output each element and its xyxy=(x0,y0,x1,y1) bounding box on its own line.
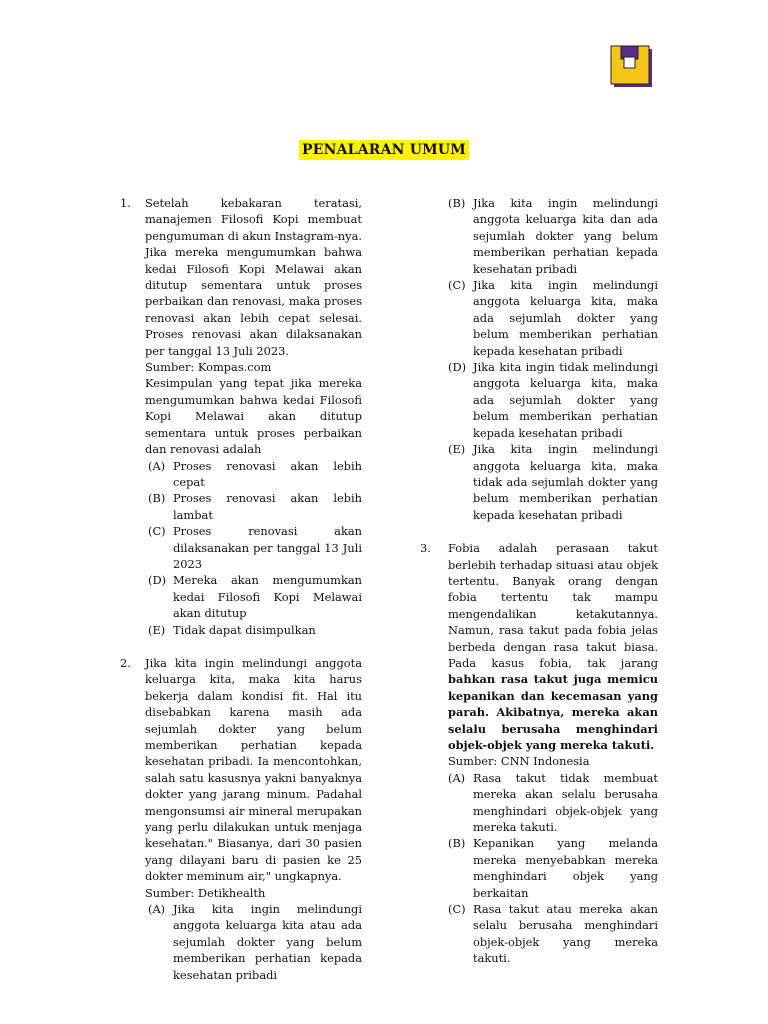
answer-option-d[interactable] xyxy=(145,572,362,621)
question-paragraph: Setelah kebakaran teratasi, manajemen Filosofi Kopi membuat pengumuman di akun Instagram-nya. Jika mereka mengumumkan bahwa kedai Filosofi Kopi Melawai akan ditutup sementara untuk proses perbaikan dan renovasi, maka proses renovasi akan lebih cepat selesai. Proses renovasi akan dilaksanakan per tanggal 13 Juli 2023. xyxy=(145,196,362,358)
answer-option-c[interactable] xyxy=(420,277,658,359)
answer-option-b[interactable] xyxy=(420,835,658,901)
option-letter: (C) xyxy=(448,278,466,293)
left-column xyxy=(120,195,362,1000)
option-letter: (A) xyxy=(148,458,166,473)
paragraph-plain: Fobia adalah perasaan takut berlebih terhadap situasi atau objek tertentu. Banyak orang dengan fobia tertentu tak mampu mengendalikan ketakutannya. Namun, rasa takut pada fobia jelas berbeda dengan rasa takut biasa. Pada kasus fobia, tak jarang xyxy=(448,541,658,670)
option-letter: (B) xyxy=(448,836,466,851)
question-3 xyxy=(420,540,658,967)
paragraph-bold: bahkan rasa takut juga memicu kepanikan dan kecemasan yang parah. Akibatnya, mereka akan selalu berusaha menghindari objek-objek yang mereka takuti. xyxy=(448,672,658,752)
option-text: Rasa takut tidak membuat mereka akan selalu berusaha menghindari objek-objek yang mereka takuti. xyxy=(473,770,658,835)
answer-options xyxy=(420,770,658,967)
question-source: Sumber: Detikhealth xyxy=(145,885,266,900)
option-text: Kepanikan yang melanda mereka menyebabkan mereka menghindari objek yang berkaitan xyxy=(473,836,658,900)
question-prompt: Kesimpulan yang tepat jika mereka mengumumkan bahwa kedai Filosofi Kopi Melawai akan ditutup sementara untuk proses perbaikan dan renovasi adalah xyxy=(145,376,362,457)
question-number: 2. xyxy=(120,655,131,670)
option-text: Jika kita ingin tidak melindungi anggota keluarga kita, maka ada sejumlah dokter yang belum memberikan perhatian kepada kesehatan pribadi xyxy=(473,360,658,440)
option-letter: (C) xyxy=(148,524,166,539)
answer-options-continued xyxy=(420,195,658,523)
answer-option-b[interactable] xyxy=(420,195,658,277)
option-text: Mereka akan mengumumkan kedai Filosofi Kopi Melawai akan ditutup xyxy=(173,573,362,621)
option-text: Jika kita ingin melindungi anggota keluarga kita atau ada sejumlah dokter yang belum memberikan perhatian kepada kesehatan pribadi xyxy=(173,902,362,982)
answer-option-e[interactable] xyxy=(145,622,362,638)
option-letter: (C) xyxy=(448,902,466,917)
answer-option-b[interactable] xyxy=(145,490,362,523)
answer-option-c[interactable] xyxy=(420,901,658,967)
question-2 xyxy=(120,655,362,983)
option-text: Jika kita ingin melindungi anggota keluarga kita, maka tidak ada sejumlah dokter yang belum memberikan perhatian kepada kesehatan pribadi xyxy=(473,442,658,522)
question-paragraph: Jika kita ingin melindungi anggota keluarga kita, maka kita harus bekerja dalam kondisi fit. Hal itu disebabkan karena masih ada sejumlah dokter yang belum memberikan perhatian kepada kesehatan pribadi. Ia mencontohkan, salah satu kasusnya yakni banyaknya dokter yang jarang minum. Padahal mengonsumsi air mineral merupakan yang perlu dilakukan untuk menjaga kesehatan." Biasanya, dari 30 pasien yang dilayani baru di pasien ke 25 dokter meminum air," ungkapnya. xyxy=(145,655,362,884)
option-letter: (B) xyxy=(148,491,166,506)
question-1 xyxy=(120,195,362,638)
page-title-text: PENALARAN UMUM xyxy=(299,140,469,160)
answer-option-c[interactable] xyxy=(145,523,362,572)
question-source: Sumber: CNN Indonesia xyxy=(448,754,590,769)
right-column xyxy=(420,195,658,984)
option-letter: (E) xyxy=(448,442,466,457)
answer-option-a[interactable] xyxy=(420,770,658,836)
option-letter: (A) xyxy=(448,770,466,785)
answer-option-e[interactable] xyxy=(420,441,658,523)
answer-option-d[interactable] xyxy=(420,359,658,441)
option-text: Proses renovasi akan dilaksanakan per tanggal 13 Juli 2023 xyxy=(173,524,362,571)
option-text: Proses renovasi akan lebih lambat xyxy=(173,491,362,522)
option-letter: (E) xyxy=(148,622,166,637)
option-letter: (D) xyxy=(448,360,467,375)
answer-options xyxy=(145,458,362,638)
question-paragraph xyxy=(448,540,658,753)
option-text: Jika kita ingin melindungi anggota keluarga kita, maka ada sejumlah dokter yang belum memberikan perhatian kepada kesehatan pribadi xyxy=(473,278,658,358)
answer-option-a[interactable] xyxy=(145,458,362,491)
option-text: Rasa takut atau mereka akan selalu berusaha menghindari objek-objek yang mereka takuti. xyxy=(473,902,658,966)
logo-icon xyxy=(610,45,654,89)
option-text: Proses renovasi akan lebih cepat xyxy=(173,458,362,489)
question-number: 1. xyxy=(120,196,131,210)
answer-option-a[interactable] xyxy=(145,901,362,983)
page-title xyxy=(0,139,768,158)
question-source: Sumber: Kompas.com xyxy=(145,360,272,375)
option-letter: (B) xyxy=(448,196,466,210)
option-text: Jika kita ingin melindungi anggota keluarga kita dan ada sejumlah dokter yang belum memberikan perhatian kepada kesehatan pribadi xyxy=(473,196,658,276)
option-letter: (D) xyxy=(148,573,167,588)
option-letter: (A) xyxy=(148,902,166,917)
question-number: 3. xyxy=(420,541,431,556)
option-text: Tidak dapat disimpulkan xyxy=(173,622,316,637)
answer-options xyxy=(145,901,362,983)
